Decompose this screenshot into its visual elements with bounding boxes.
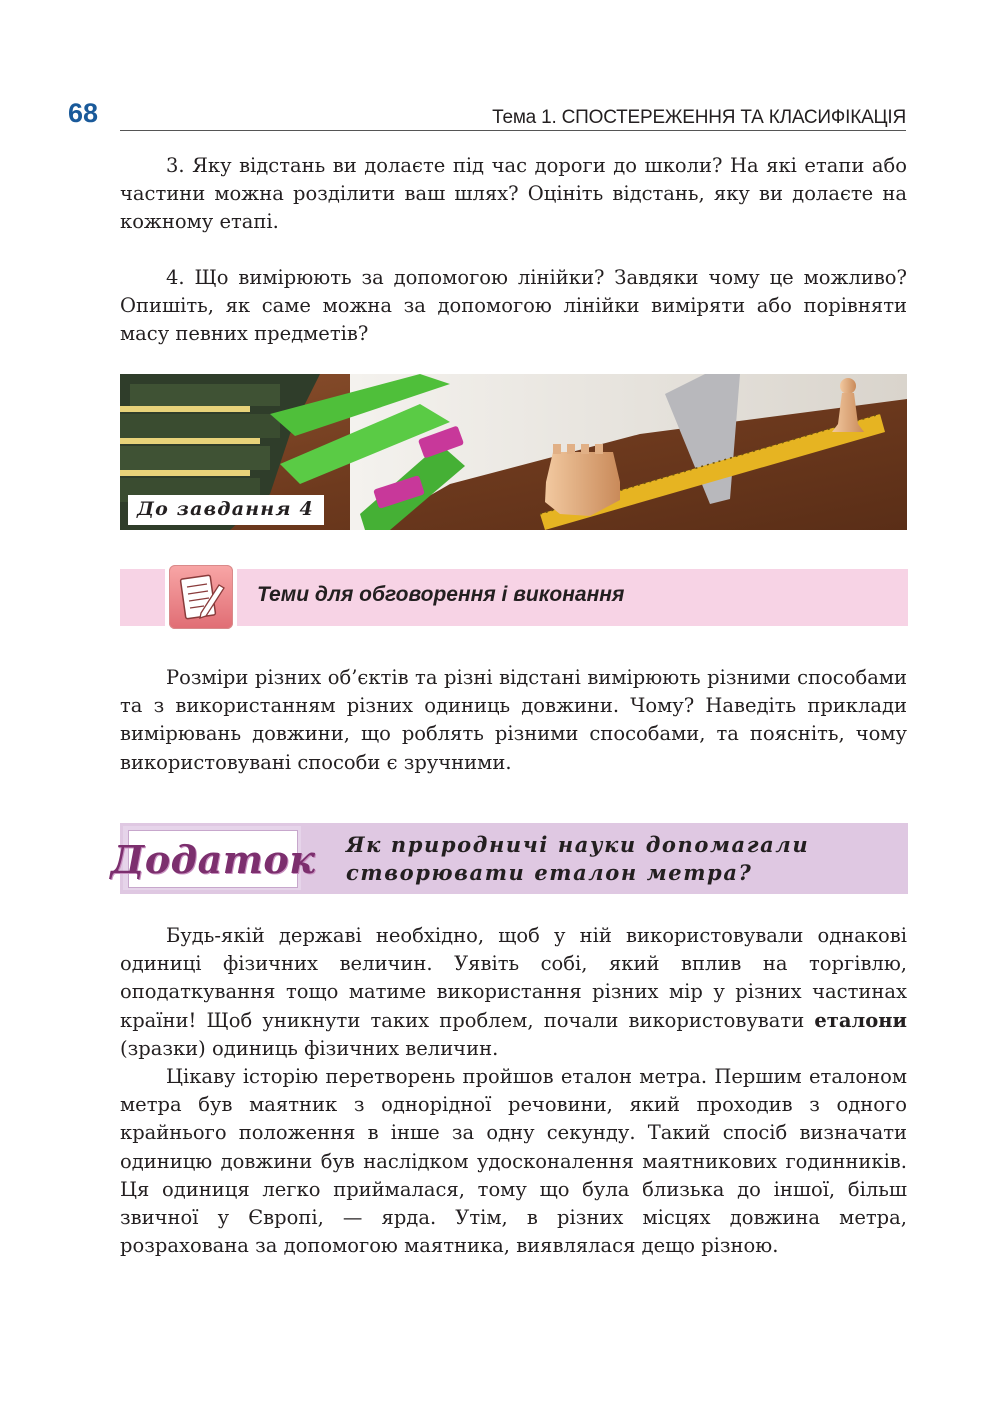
- question-4-text: 4. Що вимірюють за допомогою лінійки? Завдяки чому це можливо? Опишіть, як саме можна за допомогою лінійки виміряти або порівняти масу певних предметів?: [120, 266, 907, 346]
- question-3-text: 3. Яку відстань ви долаєте під час дороги до школи? На які етапи або частини можна розділити ваш шлях? Оцініть відстань, яку ви долаєте на кожному етапі.: [120, 154, 907, 234]
- question-3: [120, 152, 907, 237]
- addendum-logo-text: Додаток: [128, 830, 298, 888]
- rook-merlon-3: [581, 444, 589, 454]
- p1-text-start: Будь-якій державі необхідно, щоб у ній використовували однакові одиниці фізичних величин. Уявіть собі, який вплив на торгівлю, оподаткування тощо матиме використання різних мір у різних частинах країни! Щоб уникнути таких проблем, почали використовувати: [120, 924, 907, 1032]
- header-rule: [120, 130, 906, 131]
- addendum-paragraph-1: [120, 922, 907, 1063]
- book-pages-2: [120, 438, 260, 444]
- book-3: [120, 446, 270, 470]
- addendum-title-line-1: Як природничі науки допомагали: [346, 832, 810, 857]
- addendum-title: [346, 831, 809, 887]
- addendum-logo: [110, 826, 316, 890]
- p1-text-end: (зразки) одиниць фізичних величин.: [120, 1036, 499, 1060]
- task-4-illustration: [120, 374, 907, 530]
- book-1: [130, 384, 280, 406]
- notepad-pencil-icon: [165, 563, 237, 631]
- addendum-body: [120, 922, 907, 1260]
- addendum-paragraph-2: Цікаву історію перетворень пройшов еталон метра. Першим еталоном метра був маятник з однорідної речовини, який проходив з одного крайнього положення в інше за одну секунду. Такий спосіб визначати одиницю довжини був наслідком удосконалення маятникових годинників. Ця одиниця легко приймалася, тому що була близька до іншої, більш звичної у Європі, — ярда. Утім, в різних місцях довжина метра, розрахована за допомогою маятника, виявлялася дещо різною.: [120, 1065, 907, 1258]
- notepad-icon-glyph: [169, 565, 233, 629]
- question-4: [120, 264, 907, 349]
- addendum-section-bar: [110, 823, 908, 894]
- chess-pawn-head: [840, 378, 856, 394]
- addendum-title-line-2: створювати еталон метра?: [346, 860, 753, 885]
- topics-text: Розміри різних об’єктів та різні відстані вимірюють різними способами та з використанням різних одиниць довжини. Чому? Наведіть приклади вимірювань довжини, що роблять різними способами, та поясніть, чому використовувані способи є зручними.: [120, 666, 907, 774]
- book-2: [120, 414, 280, 438]
- topics-text-block: [120, 664, 907, 777]
- book-pages-3: [120, 470, 250, 476]
- rook-merlon-4: [595, 444, 603, 454]
- figure-caption: До завдання 4: [128, 495, 324, 525]
- rook-merlon-2: [567, 444, 575, 454]
- topics-title: Теми для обговорення і виконання: [257, 583, 625, 606]
- notepad-icon-tile: [169, 565, 233, 629]
- page-number: 68: [68, 98, 99, 128]
- p1-bold-term: еталони: [814, 1008, 907, 1032]
- book-pages-1: [120, 406, 250, 412]
- rook-merlon-1: [553, 444, 561, 454]
- header-title: Тема 1. СПОСТЕРЕЖЕННЯ ТА КЛАСИФІКАЦІЯ: [492, 107, 906, 128]
- topics-section-bar: [120, 569, 908, 626]
